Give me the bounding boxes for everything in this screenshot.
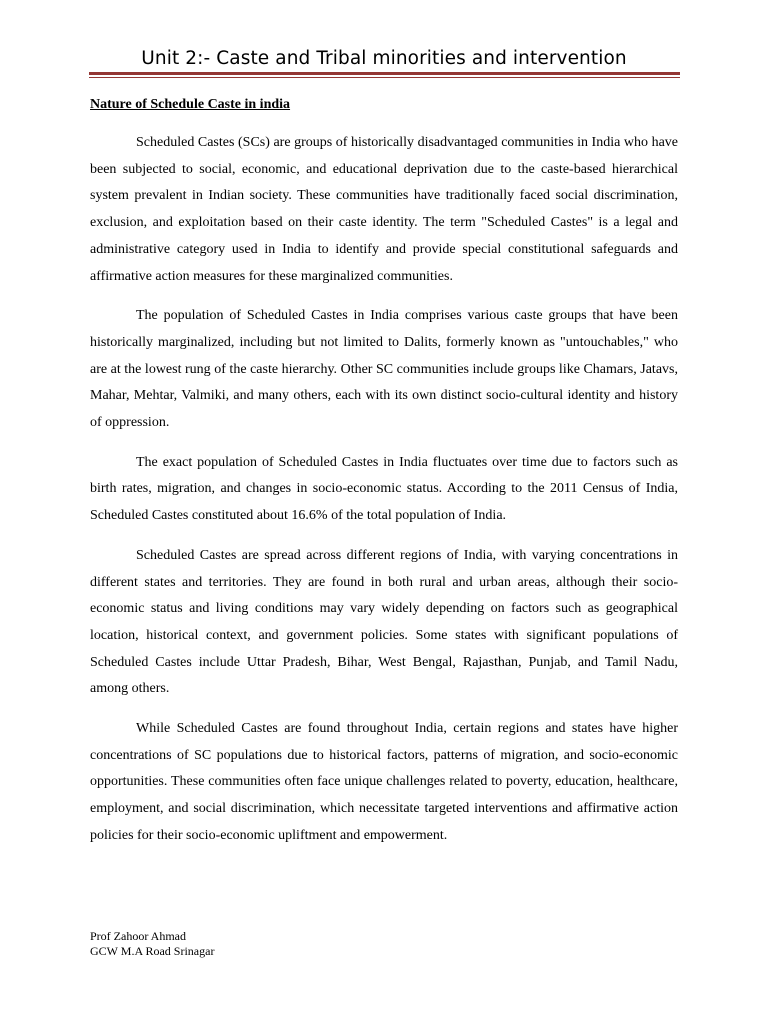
footer-author: Prof Zahoor Ahmad — [90, 929, 186, 943]
paragraph-5: While Scheduled Castes are found throughout India, certain regions and states have higher concentrations of SC populations due to historical factors, patterns of migration, and socio-economic opportunities. These communities often face unique challenges related to poverty, education, healthcare, employment, and social discrimination, which necessitate targeted interventions and affirmative action policies for their socio-economic upliftment and empowerment. — [90, 721, 678, 843]
header-rule-thick — [89, 72, 680, 75]
page-footer — [90, 929, 214, 959]
footer-institution: GCW M.A Road Srinagar — [90, 944, 215, 958]
section-heading: Nature of Schedule Caste in india — [90, 97, 291, 112]
document-body — [90, 130, 678, 863]
paragraph-2: The population of Scheduled Castes in India comprises various caste groups that have been historically marginalized, including but not limited to Dalits, formerly known as "untouchables," who are at the lowest rung of the caste hierarchy. Other SC communities include groups like Chamars, Jatavs, Mahar, Mehtar, Valmiki, and many others, each with its own distinct socio-cultural identity and history of oppression. — [90, 308, 678, 431]
paragraph-4: Scheduled Castes are spread across different regions of India, with varying concentrations in different states and territories. They are found in both rural and urban areas, although their socio-economic status and living conditions may vary widely depending on factors such as geographical location, historical context, and government policies. Some states with significant populations of Scheduled Castes include Uttar Pradesh, Bihar, West Bengal, Rajasthan, Punjab, and Tamil Nadu, among others. — [90, 547, 678, 697]
page-header-title: Unit 2:- Caste and Tribal minorities and intervention — [141, 48, 627, 69]
paragraph-3: The exact population of Scheduled Castes in India fluctuates over time due to factors such as birth rates, migration, and changes in socio-economic status. According to the 2011 Census of India, Scheduled Castes constituted about 16.6% of the total population of India. — [90, 454, 678, 524]
paragraph-1: Scheduled Castes (SCs) are groups of historically disadvantaged communities in India who have been subjected to social, economic, and educational deprivation due to the caste-based hierarchical system prevalent in Indian society. These communities have traditionally faced social discrimination, exclusion, and exploitation based on their caste identity. The term "Scheduled Castes" is a legal and administrative category used in India to identify and provide special constitutional safeguards and affirmative action measures for these marginalized communities. — [90, 135, 678, 284]
header-rule-thin — [89, 77, 680, 78]
